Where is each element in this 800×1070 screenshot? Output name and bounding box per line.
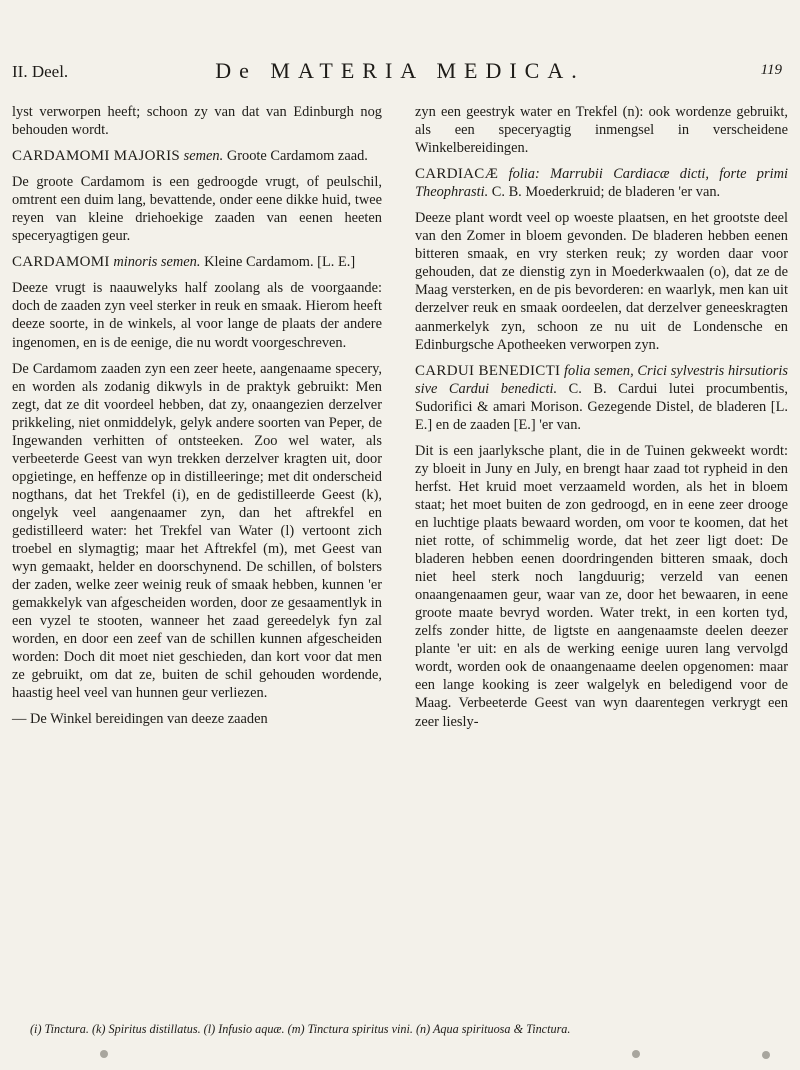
paragraph: Deeze plant wordt veel op woeste plaatsen, en het grootste deel van den Zomer in bloem gevonden. De bladeren hebben eenen bitteren smaak, en vry sterken reuk; zy worden daar voor gehouden, dat ze dienstig zyn in Moederkwaalen (o), dat ze de Maag versterken, en de pis bevorderen: en waarlyk, men kan uit derzelver reuk en smaak oordeelen, dat derzelver geneeskragten aanmerkelyk zyn, schoon ze nu uit de Londensche en Edinburgsche Apotheeken verworpen zyn. [415, 210, 788, 353]
drug-entry [415, 165, 788, 201]
part-label: II. Deel. [12, 62, 69, 81]
entry-description: Groote Cardamom zaad. [226, 148, 368, 165]
ink-spot [632, 1050, 640, 1058]
paragraph: zyn een geestryk water en Trekfel (n): ook wordenze gebruikt, als een speceryagtig inmengsel in verscheidene Winkelbereidingen. [415, 104, 788, 157]
entry-latin: semen. [183, 148, 224, 165]
right-column [415, 103, 788, 739]
entry-latin: folia: Marrubii Cardiacæ dicti, forte primi Theophrasti. [415, 166, 788, 201]
entry-description: C. B. Cardui lutei procumbentis, Sudorifici & amari Morison. Gezegende Distel, de bladeren [L. E.] en de zaaden [E.] 'er van. [415, 380, 788, 433]
drug-entry [415, 362, 788, 434]
paragraph: De Cardamom zaaden zyn een zeer heete, aangenaame specery, en worden als zodanig dikwyls in de praktyk gebruikt: Men zegt, dat ze dit voordeel hebben, dat zy, onaangezien derzelver prikkeling, niet onmiddelyk, gelyk andere soorten van Peper, de Ingewanden verhitten of ontsteeken. Zoo wel water, als verbeeterde Geest van wyn trekken derzelver kragten uit, door opgietinge, en heffenze op in distilleeringe; met dit onderscheid nogthans, dat het Trekfel (i), en de gedistilleerde Geest (k), ongelyk veel aangenaamer zyn, dan het aftrekfel en gedistilleerd water: het Trekfel van Water (l) vertoont zich troebel en slymagtig; maar het Aftrekfel (m), met Geest van wyn gemaakt, helder en doorschynend. De schillen, of bolsters der zaden, welke zeer weinig reuk of smaak hebben, kunnen 'er gemakkelyk van afgescheiden worden, door ze gesaamentlyk in een vyzel te stooten, wanneer het zaad gereedelyk fyn zal worden, en door een zeef van de schillen kunnen afgescheiden worden: Doch dit moet niet geschieden, dan kort voor dat men ze gebruikt, om dat ze, buiten de schil gehouden wordende, haastig heel veel van hunnen geur verliezen. [12, 360, 382, 702]
entry-description: Kleine Cardamom. [L. E.] [204, 254, 356, 271]
entry-name: CARDIACÆ [415, 166, 499, 183]
entry-latin: folia semen, Crici sylvestris hirsutioris sive Cardui benedicti. [415, 362, 788, 397]
paragraph: Dit is een jaarlyksche plant, die in de Tuinen gekweekt wordt: zy bloeit in Juny en July, en brengt haar zaad tot rypheid in den herfst. Het kruid moet verzaameld worden, als het in bloem staat; het moet buiten de zon gedroogd, en in eene zeer drooge en luchtige plaats bewaard worden, om voor te koomen, dat het niet rotte, of schimmelig worde, dat het zeer ligt doet: De bladeren hebben eenen doordringenden bitteren smaak, doch niet heel sterk noch langduurig; verzeld van eenen onaangenaamen geur, waar van ze, door het bewaaren, in eene groote maate bevryd worden. Water trekt, in een korten tyd, zelfs zonder hitte, de ligtste en aangenaamste deelen deezer plante 'er uit: en als de werking eenige uuren lang vervolgd wordt, worden ook de onaangenaame deelen opgenomen: maar een lange kooking is zeer walgelyk en beledigend voor de Maag. Verbeeterde Geest van wyn daarentegen verkrygt een zeer liesly- [415, 442, 788, 730]
entry-name: CARDAMOMI MAJORIS [12, 148, 181, 165]
running-title: De MATERIA MEDICA. [215, 58, 585, 83]
page-header [12, 58, 788, 88]
drug-entry [12, 253, 382, 271]
left-column [12, 103, 382, 737]
entry-name: CARDAMOMI [12, 254, 110, 271]
paragraph: lyst verworpen heeft; schoon zy van dat van Edinburgh nog behouden wordt. [12, 104, 382, 139]
footnotes: (i) Tinctura. (k) Spiritus distillatus. (l) Infusio aquæ. (m) Tinctura spiritus vini. (n) Aqua spirituosa & Tinctura. [30, 1022, 571, 1036]
paragraph: Deeze vrugt is naauwelyks half zoolang als de voorgaande: doch de zaaden zyn veel sterker in reuk en smaak. Hierom heeft deeze soorte, in de winkels, al voor lange de plaats der andere ingenomen, en is de eenige, die nu wordt voorgeschreven. [12, 280, 382, 351]
entry-latin: minoris semen. [113, 254, 201, 271]
entry-description: C. B. Moederkruid; de bladeren 'er van. [491, 184, 721, 201]
drug-entry [12, 147, 382, 165]
paragraph: De groote Cardamom is een gedroogde vrugt, of peulschil, omtrent een duim lang, bevattende, onder eene dikke huid, twee reyen van kleine driehoekige zaaden van eenen heeten speceryagtigen geur. [12, 174, 382, 245]
ink-spot [762, 1051, 770, 1059]
ink-spot [100, 1050, 108, 1058]
page-number: 119 [760, 62, 782, 78]
paragraph: — De Winkel bereidingen van deeze zaaden [12, 711, 268, 728]
entry-name: CARDUI BENEDICTI [415, 362, 561, 379]
